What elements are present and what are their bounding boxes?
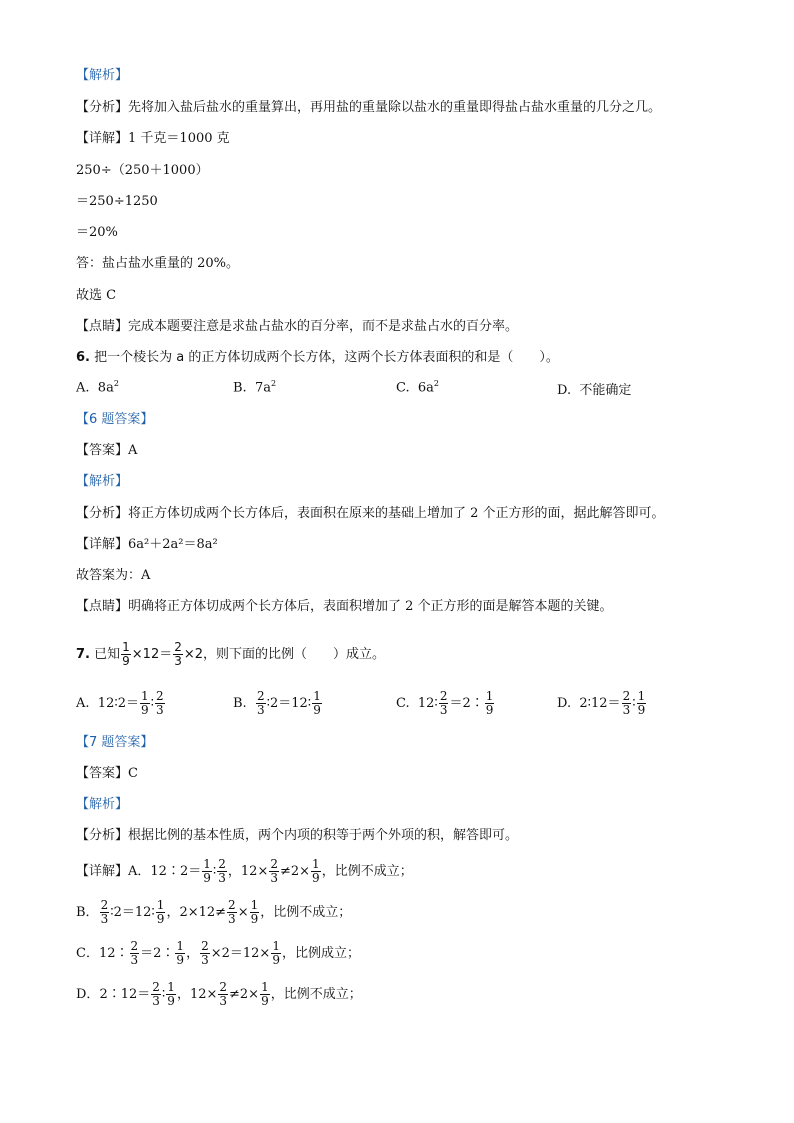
q7-answer-value: C (128, 766, 138, 781)
q6-option-c: C. $6a^2$ (396, 379, 440, 396)
q7-fraction-1: $\frac{1}{9}$ (122, 640, 130, 668)
answer-line: 答：盐占盐水重量的 20%。 (76, 256, 240, 271)
q6-fenxi-tag: 【分析】 (76, 506, 129, 521)
q7-fenxi-text: 根据比例的基本性质，两个内项的积等于两个外项的积，解答即可。 (128, 828, 519, 843)
q7-option-c: C. 12∶ $\frac{2}{3}$ ＝2∶ $\frac{1}{9}$ (396, 689, 494, 717)
q6-answer-line (76, 441, 137, 461)
q7-post: ×2，则下面的比例（ ）成立。 (183, 647, 386, 662)
fenxi-tag: 【分析】 (76, 100, 129, 115)
q6-fenxi-text: 将正方体切成两个长方体后，表面积在原来的基础上增加了 2 个正方形的面，据此解答即可。 (128, 506, 665, 521)
q7-option-d: D. 2∶12＝ $\frac{2}{3}$ ∶ $\frac{1}{9}$ (557, 689, 646, 717)
q7-detail-d: D．2∶12＝ $\frac{2}{3}$ ∶ $\frac{1}{9}$ ，12× $\frac{2}{3}$ ≠2× $\frac{1}{9}$ ，比例不成立； (76, 980, 362, 1008)
dianjing-text: 完成本题要注意是求盐占盐水的百分率，而不是求盐占水的百分率。 (128, 319, 519, 334)
q6-xiangjie-text: 6a²＋2a²＝8a² (128, 537, 218, 552)
q7-detail-a: 【详解】A．12∶2＝ $\frac{1}{9}$ ∶ $\frac{2}{3}$ ，12× $\frac{2}{3}$ ≠2× $\frac{1}{9}$ ，比例不成立； (76, 857, 413, 885)
question-7-number: 7. (76, 647, 90, 662)
calc-line-3: ＝20% (76, 225, 118, 240)
q6-dianjing-tag: 【点睛】 (76, 599, 129, 614)
q7-pre: 已知 (94, 647, 121, 662)
dianjing-tag: 【点睛】 (76, 319, 129, 334)
calc-line-2: ＝250÷1250 (76, 194, 158, 209)
q6-xiangjie-tag: 【详解】 (76, 537, 129, 552)
fenxi-line (76, 98, 661, 118)
question-6-text: 把一个棱长为 a 的正方体切成两个长方体，这两个长方体表面积的和是（ ）。 (94, 350, 559, 365)
section-jiexi-label: 【解析】 (76, 68, 129, 83)
q7-fenxi-line (76, 826, 518, 846)
q6-conclusion: 故答案为：A (76, 568, 151, 583)
q7-answer-tag: 【答案】 (76, 766, 129, 781)
q6-dianjing-line (76, 597, 613, 617)
question-6 (76, 348, 559, 368)
q7-option-a: A. 12∶2＝ $\frac{1}{9}$ ∶ $\frac{2}{3}$ (76, 689, 164, 717)
q7-fenxi-tag: 【分析】 (76, 828, 129, 843)
q7-detail-b: B． $\frac{2}{3}$ ∶2＝12∶ $\frac{1}{9}$ ，2×12≠ $\frac{2}{3}$ × $\frac{1}{9}$ ，比例不成立； (76, 898, 352, 926)
q6-fenxi-line (76, 504, 665, 524)
q6-option-b: B. $7a^2$ (233, 379, 277, 396)
q7-option-b: B. $\frac{2}{3}$ ∶2＝12∶ $\frac{1}{9}$ (233, 689, 321, 717)
fenxi-text: 先将加入盐后盐水的重量算出，再用盐的重量除以盐水的重量即得盐占盐水重量的几分之几。 (128, 100, 662, 115)
q7-jiexi-label: 【解析】 (76, 797, 129, 812)
dianjing-line (76, 317, 518, 337)
q7-detail-c: C．12∶ $\frac{2}{3}$ ＝2∶ $\frac{1}{9}$ ， $\frac{2}{3}$ ×2＝12× $\frac{1}{9}$ ，比例成立； (76, 939, 360, 967)
q6-answer-tag: 【答案】 (76, 443, 129, 458)
q7-mid: ×12＝ (131, 647, 173, 662)
xiangjie-tag: 【详解】 (76, 131, 129, 146)
q7-answer-title: 【7 题答案】 (76, 735, 154, 750)
choose-line: 故选 C (76, 288, 117, 303)
q6-dianjing-text: 明确将正方体切成两个长方体后，表面积增加了 2 个正方形的面是解答本题的关键。 (128, 599, 613, 614)
q6-jiexi-label: 【解析】 (76, 474, 129, 489)
q7-answer-line (76, 764, 138, 784)
xiangjie-text: 1 千克＝1000 克 (128, 131, 230, 146)
q7-fraction-2: $\frac{2}{3}$ (174, 640, 182, 668)
q6-answer-value: A (128, 443, 138, 458)
q7-xiangjie-tag: 【详解】 (76, 864, 129, 879)
question-6-number: 6. (76, 350, 90, 365)
calc-line-1: 250÷（250＋1000） (76, 163, 209, 178)
q6-answer-title: 【6 题答案】 (76, 412, 154, 427)
question-6-options (76, 379, 716, 401)
q6-xiangjie-line (76, 535, 218, 555)
xiangjie-line (76, 129, 230, 149)
question-7-options (76, 690, 716, 724)
q6-option-a: A. $8a^2$ (76, 379, 119, 396)
q6-option-d: D. 不能确定 (557, 383, 632, 398)
question-7 (76, 640, 385, 670)
